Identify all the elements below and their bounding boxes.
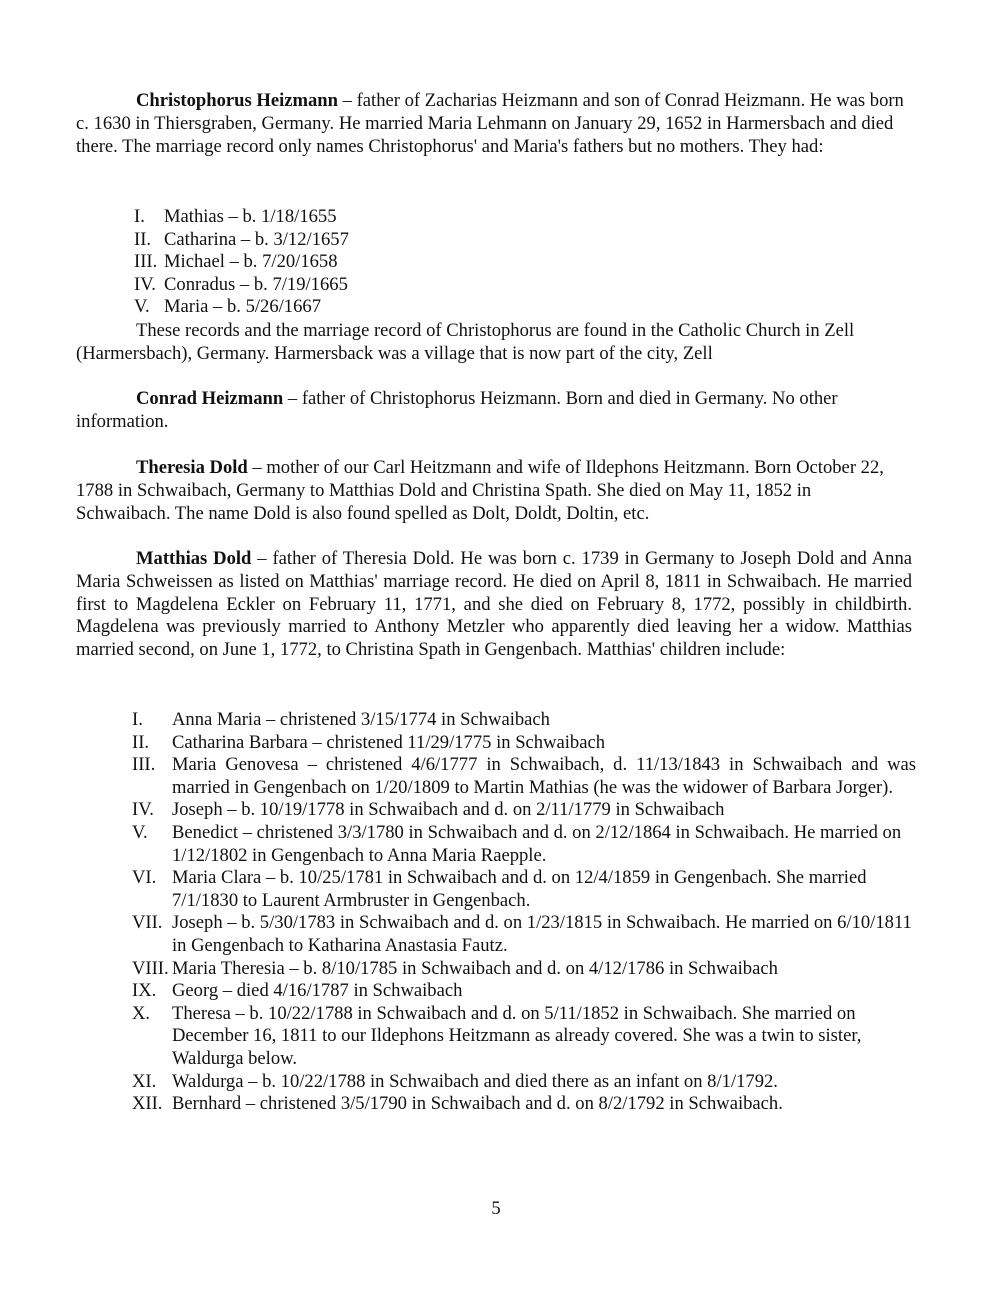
theresia-name: Theresia Dold — [136, 457, 248, 478]
conrad-name: Conrad Heizmann — [136, 388, 284, 409]
list-item: V. Benedict – christened 3/3/1780 in Schwaibach and d. on 2/12/1864 in Schwaibach. He married on 1/12/1802 in Gengenbach to Anna Maria Raepple. — [132, 821, 902, 866]
conrad-paragraph — [76, 388, 916, 434]
list-item: IV. Joseph – b. 10/19/1778 in Schwaibach and d. on 2/11/1779 in Schwaibach — [132, 799, 725, 821]
theresia-text: – mother of our Carl Heitzmann and wife of Ildephons Heitzmann. Born October 22, 1788 in Schwaibach, Germany to Matthias Dold and Christina Spath. She died on May 11, 1852 in Schwaibach. The name Dold is also found spelled as Dolt, Doldt, Doltin, etc. — [76, 457, 884, 524]
conrad-text: – father of Christophorus Heizmann. Born and died in Germany. No other information. — [76, 388, 838, 432]
page-number: 5 — [491, 1198, 501, 1219]
list-item: XII. Bernhard – christened 3/5/1790 in Schwaibach and d. on 8/2/1792 in Schwaibach. — [132, 1093, 783, 1115]
matthias-paragraph — [76, 548, 912, 662]
matthias-name: Matthias Dold — [136, 548, 252, 569]
christophorus-text: – father of Zacharias Heizmann and son of Conrad Heizmann. He was born c. 1630 in Thiersgraben, Germany. He married Maria Lehmann on January 29, 1652 in Harmersbach and died there. The marriage record only names Christophorus' and Maria's fathers but no mothers. They had: — [76, 90, 904, 157]
list-item: II. Catharina Barbara – christened 11/29/1775 in Schwaibach — [132, 731, 606, 753]
list-item: IV. Conradus – b. 7/19/1665 — [134, 273, 348, 295]
records-note-paragraph — [76, 320, 916, 366]
records-note: These records and the marriage record of Christophorus are found in the Catholic Church in Zell (Harmersbach), Germany. Harmersback was a village that is now part of the city, Zell — [76, 320, 855, 364]
list-item: VIII. Maria Theresia – b. 8/10/1785 in Schwaibach and d. on 4/12/1786 in Schwaibach — [132, 957, 778, 979]
christophorus-name: Christophorus Heizmann — [136, 90, 338, 111]
list-item: II. Catharina – b. 3/12/1657 — [134, 228, 349, 250]
list-item: VI. Maria Clara – b. 10/25/1781 in Schwaibach and d. on 12/4/1859 in Gengenbach. She married 7/1/1830 to Laurent Armbruster in Gengenbach. — [132, 867, 867, 911]
list-item: VII. Joseph – b. 5/30/1783 in Schwaibach and d. on 1/23/1815 in Schwaibach. He married on 6/10/1811 in Gengenbach to Katharina Anastasia Fautz. — [132, 912, 912, 956]
list-item: V. Maria – b. 5/26/1667 — [134, 296, 321, 318]
theresia-paragraph — [76, 457, 906, 525]
christophorus-paragraph — [76, 90, 906, 158]
christophorus-children-list — [134, 206, 534, 319]
list-item: III. Maria Genovesa – christened 4/6/1777 in Schwaibach, d. 11/13/1843 in Schwaibach and was married in Gengenbach on 1/20/1809 to Martin Mathias (he was the widower of Barbara Jorger). — [132, 754, 916, 798]
matthias-children-list — [120, 709, 916, 1116]
matthias-text: – father of Theresia Dold. He was born c. 1739 in Germany to Joseph Dold and Anna Maria Schweissen as listed on Matthias' marriage record. He died on April 8, 1811 in Schwaibach. He married first to Magdelena Eckler on February 11, 1771, and she died on February 8, 1772, possibly in childbirth. Magdelena was previously married to Anthony Metzler who apparently died leaving her a widow. Matthias married second, on June 1, 1772, to Christina Spath in Gengenbach. Matthias' children include: — [76, 548, 912, 661]
list-item: X. Theresa – b. 10/22/1788 in Schwaibach and d. on 5/11/1852 in Schwaibach. She married on December 16, 1811 to our Ildephons Heitzmann as already covered. She was a twin to sister, Waldurga below. — [132, 1002, 862, 1069]
list-item: IX. Georg – died 4/16/1787 in Schwaibach — [132, 980, 463, 1002]
list-item: XI. Waldurga – b. 10/22/1788 in Schwaibach and died there as an infant on 8/1/1792. — [132, 1070, 778, 1092]
list-item: I. Mathias – b. 1/18/1655 — [134, 206, 337, 227]
list-item: III. Michael – b. 7/20/1658 — [134, 251, 338, 273]
list-item: I. Anna Maria – christened 3/15/1774 in Schwaibach — [132, 709, 550, 730]
